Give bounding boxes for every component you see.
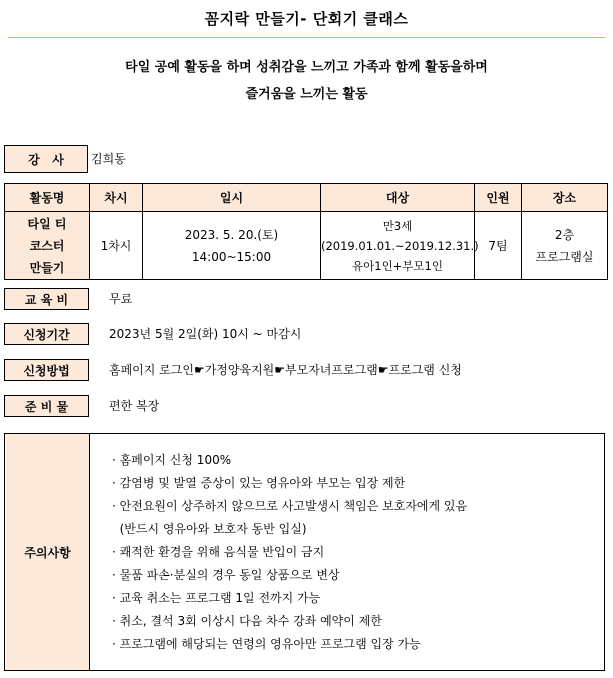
activity-line-2: 코스터 bbox=[29, 238, 65, 253]
intro-line-2: 즐거움을 느끼는 활동 bbox=[245, 87, 368, 102]
notes-label: 주의사항 bbox=[6, 434, 90, 670]
schedule-row bbox=[5, 212, 608, 280]
target-composition: 유아1인+부모1인 bbox=[352, 258, 443, 273]
intro-text bbox=[0, 54, 613, 108]
notes-item: · 교육 취소는 프로그램 1일 전까지 가능 bbox=[112, 591, 321, 605]
target-birth-range: (2019.01.01.~2019.12.31.) bbox=[321, 238, 479, 253]
notes-item: · 홈페이지 신청 100% bbox=[112, 453, 232, 467]
title-divider bbox=[8, 37, 605, 38]
header-place: 장소 bbox=[522, 184, 608, 212]
instructor-label: 강 사 bbox=[4, 145, 88, 173]
period-value: 2023년 5월 2일(화) 10시 ~ 마감시 bbox=[109, 327, 302, 341]
cell-headcount: 7팀 bbox=[475, 212, 522, 280]
notes-item: · 안전요원이 상주하지 않으므로 사고발생시 책임은 보호자에게 있음 bbox=[112, 499, 468, 513]
header-session: 차시 bbox=[90, 184, 143, 212]
notes-item: (반드시 영유아와 보호자 동반 입실) bbox=[112, 522, 307, 536]
place-floor: 2층 bbox=[554, 227, 575, 242]
header-headcount: 인원 bbox=[475, 184, 522, 212]
instructor-value: 김희동 bbox=[91, 152, 126, 166]
prep-value: 편한 복장 bbox=[109, 399, 160, 413]
activity-line-3: 만들기 bbox=[29, 260, 65, 275]
cell-session: 1차시 bbox=[90, 212, 143, 280]
header-target: 대상 bbox=[321, 184, 475, 212]
notes-item: · 물품 파손·분실의 경우 동일 상품으로 변상 bbox=[112, 568, 340, 582]
place-room: 프로그램실 bbox=[535, 249, 594, 264]
notes-item: · 프로그램에 해당되는 연령의 영유아만 프로그램 입장 가능 bbox=[112, 637, 421, 651]
cell-place bbox=[522, 212, 608, 280]
page-title: 꼼지락 만들기- 단회기 클래스 bbox=[204, 10, 409, 28]
method-value: 홈페이지 로그인☛가정양육지원☛부모자녀프로그램☛프로그램 신청 bbox=[109, 363, 462, 377]
fee-value: 무료 bbox=[109, 292, 133, 306]
notes-item: · 취소, 결석 3회 이상시 다음 차수 강좌 예약이 제한 bbox=[112, 614, 382, 628]
activity-line-1: 타일 티 bbox=[27, 216, 67, 231]
notes-item: · 감염병 및 발열 증상이 있는 영유아와 부모는 입장 제한 bbox=[112, 476, 406, 490]
method-label: 신청방법 bbox=[4, 359, 89, 381]
cell-datetime bbox=[143, 212, 321, 280]
cell-target bbox=[321, 212, 479, 280]
notes-item: · 쾌적한 환경을 위해 음식물 반입이 금지 bbox=[112, 545, 325, 559]
datetime-date: 2023. 5. 20.(토) bbox=[184, 227, 279, 242]
datetime-time: 14:00~15:00 bbox=[191, 249, 272, 264]
cell-activity bbox=[5, 212, 90, 280]
intro-line-1: 타일 공예 활동을 하며 성취감을 느끼고 가족과 함께 활동을하며 bbox=[125, 60, 488, 75]
fee-label: 교 육 비 bbox=[4, 288, 89, 310]
schedule-header-row bbox=[5, 184, 608, 212]
header-datetime: 일시 bbox=[143, 184, 321, 212]
notes-list bbox=[112, 452, 467, 659]
schedule-table bbox=[4, 183, 608, 280]
target-age: 만3세 bbox=[382, 218, 413, 233]
header-activity: 활동명 bbox=[5, 184, 90, 212]
prep-label: 준 비 물 bbox=[4, 395, 89, 417]
period-label: 신청기간 bbox=[4, 323, 89, 345]
